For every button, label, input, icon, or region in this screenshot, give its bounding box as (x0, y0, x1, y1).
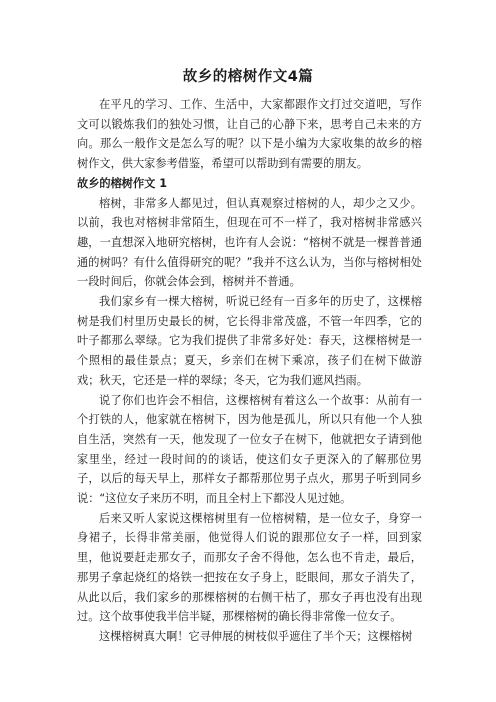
intro-paragraph: 在平凡的学习、工作、生活中，大家都跟作文打过交道吧，写作文可以锻炼我们的独处习惯，让自己的心静下来，思考自己未来的方向。那么一般作文是怎么写的呢？以下是小编为大家收集的故乡的榕树作文，供大家参考借鉴，希望可以帮助到有需要的朋友。 (77, 98, 422, 171)
body-paragraph-5: 这棵榕树真大啊！它寻伸展的树枝似乎遮住了半个天；这棵榕树 (99, 629, 413, 643)
body-paragraph-1: 榕树，非常多人都见过，但认真观察过榕树的人，却少之又少。以前，我也对榕树非常陌生，但现在可不一样了，我对榕树非常感兴趣，一直想深入地研究榕树，也许有人会说：“榕树不就是一棵普普通通的树吗？有什么值得研究的呢？”我并不这么认为，当你与榕树相处一段时间后，你就会体会到，榕树并不普通。 (77, 196, 422, 289)
section-heading: 故乡的榕树作文 1 (77, 176, 167, 190)
document-title: 故乡的榕树作文4篇 (182, 69, 314, 85)
body-paragraph-3: 说了你们也许会不相信，这棵榕树有着这么一个故事：从前有一个打铁的人，他家就在榕树下，因为他是孤儿，所以只有他一个人独自生活，突然有一天，他发现了一位女子在树下，他就把女子请到他家里坐，经过一段时间的的谈话，使这们女子更深入的了解那位男子，以后的每天早上，那样女子都帮那位男子点火，那男子听到同乡说：“这位女子来历不明，而且全村上下都没人见过她。 (77, 393, 422, 506)
body-paragraph-4: 后来又听人家说这棵榕树里有一位榕树精，是一位女子，身穿一身裙子，长得非常美丽，他觉得人们说的跟那位女子一样，回到家里，他说要赶走那女子，而那女子舍不得他，怎么也不肯走，最后，那男子拿起烧红的烙铁一把按在女子身上，眨眼间，那女子消失了，从此以后，我们家乡的那棵榕树的右侧干枯了，那女子再也没有出现过。这个故事使我半信半疑，那棵榕树的确长得非常像一位女子。 (77, 511, 422, 624)
document-body (77, 95, 422, 647)
body-paragraph-2: 我们家乡有一棵大榕树，听说已经有一百多年的历史了，这棵榕树是我们村里历史最长的树，它长得非常茂盛，不管一年四季，它的叶子都那么翠绿。它为我们提供了非常多好处：春天，这棵榕树是一个照相的最佳景点；夏天，乡亲们在树下乘凉，孩子们在树下做游戏；秋天，它还是一样的翠绿；冬天，它为我们遮风挡雨。 (77, 295, 422, 387)
